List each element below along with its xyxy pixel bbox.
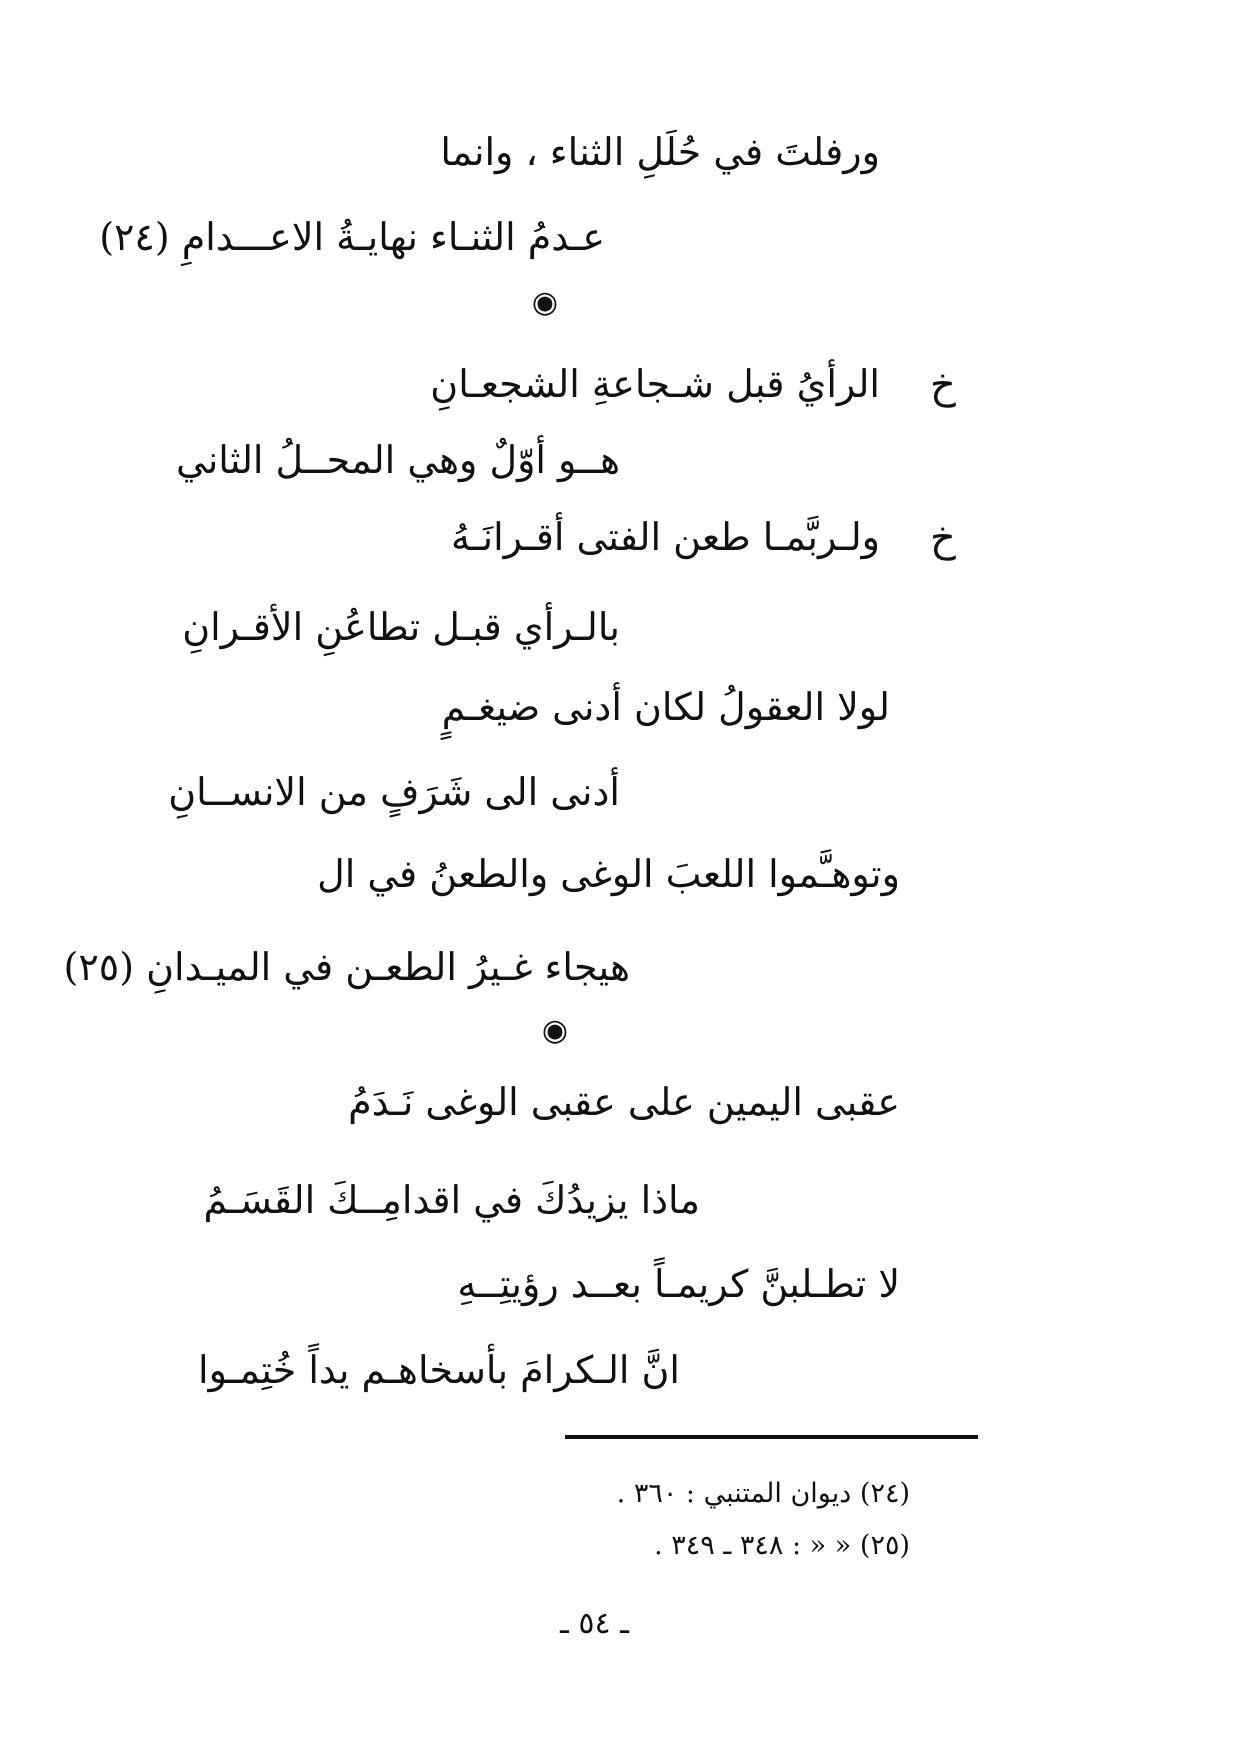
verse-line: لولا العقولُ لكان أدنى ضيغـمٍ: [441, 685, 890, 729]
verse-marker: خ: [930, 515, 956, 561]
verse-line: عـدمُ الثنـاء نهايـةُ الاعـــدامِ (٢٤): [99, 215, 605, 259]
footnote-text: ديوان المتنبي : ٣٦٠ .: [616, 1478, 852, 1509]
verse-line: انَّ الـكرامَ بأسخاهـم يداً خُتِمـوا: [198, 1348, 680, 1392]
page-number: ـ ٥٤ ـ: [560, 1606, 629, 1641]
verse-line: الرأيُ قبل شـجاعةِ الشجعـانِ: [430, 362, 880, 406]
verse-line: هــو أوّلٌ وهي المحــلُ الثاني: [176, 438, 620, 482]
verse-line: عقبى اليمين على عقبى الوغى نَـدَمُ: [348, 1080, 900, 1124]
verse-line: ماذا يزيدُكَ في اقدامِــكَ القَسَـمُ: [203, 1178, 700, 1222]
footnote-number: (٢٥): [859, 1530, 910, 1561]
verse-line: ورفلتَ في حُلَلِ الثناء ، وانما: [440, 130, 880, 174]
section-divider-icon: ◉: [541, 1013, 569, 1048]
footnote-separator: [565, 1435, 978, 1439]
verse-line: بالـرأي قبـل تطاعُنِ الأقـرانِ: [182, 605, 620, 649]
footnote-text: « « : ٣٤٨ ـ ٣٤٩ .: [654, 1530, 852, 1561]
verse-line: ولـربَّمـا طعن الفتى أقـرانَـهُ: [451, 515, 880, 559]
verse-marker: خ: [930, 362, 956, 408]
verse-line: لا تطـلبنَّ كريمـاً بعــد رؤيتِــهِ: [457, 1262, 900, 1306]
footnote: [654, 1530, 910, 1561]
verse-line: وتوهـَّموا اللعبَ الوغى والطعنُ في ال: [317, 852, 900, 896]
footnote: [617, 1478, 910, 1509]
verse-line: هيجاء غـيرُ الطعـن في الميـدانِ (٢٥): [63, 945, 630, 989]
section-divider-icon: ◉: [531, 285, 559, 320]
verse-line: أدنى الى شَرَفٍ من الانســانِ: [168, 770, 620, 814]
footnote-number: (٢٤): [859, 1478, 910, 1509]
